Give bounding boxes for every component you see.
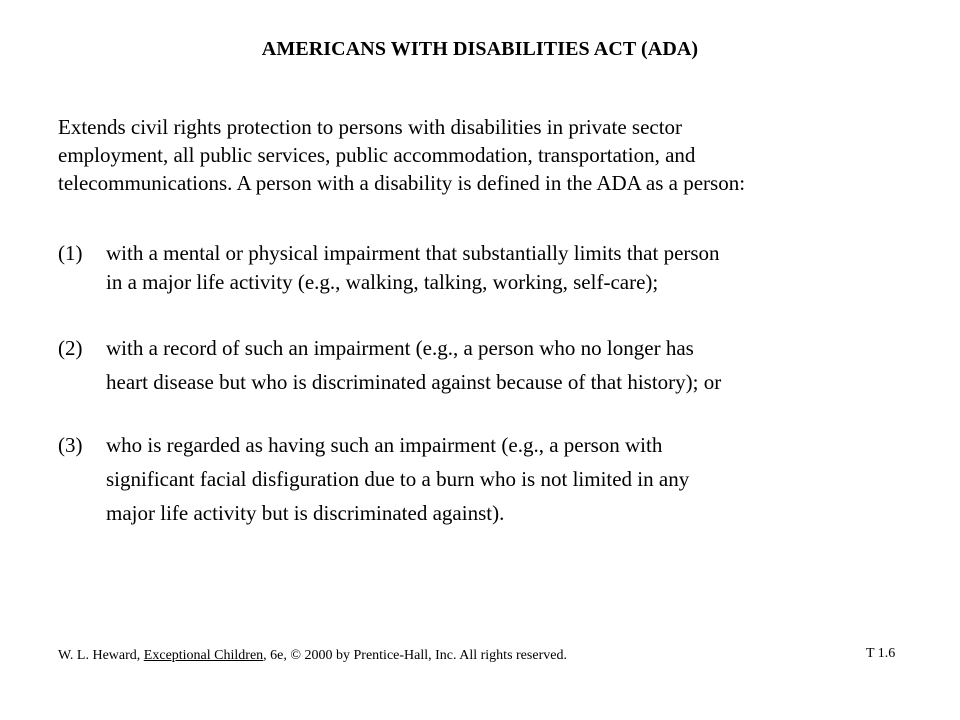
list-item-3	[58, 428, 938, 530]
citation-book-title: Exceptional Children	[143, 648, 264, 663]
list-item-2	[58, 331, 938, 399]
list-item-number: (2)	[58, 336, 83, 360]
list-item-line: with a record of such an impairment (e.g., a person who no longer has	[106, 336, 694, 360]
list-item-line: in a major life activity (e.g., walking, talking, working, self-care);	[106, 270, 659, 294]
list-item-line: with a mental or physical impairment that substantially limits that person	[106, 241, 720, 265]
list-item-number: (3)	[58, 433, 83, 457]
citation-author: W. L. Heward,	[58, 648, 144, 663]
slide-code: T 1.6	[866, 646, 896, 661]
intro-paragraph	[58, 113, 938, 197]
intro-line: Extends civil rights protection to persons with disabilities in private sector	[58, 115, 683, 139]
list-item-line: significant facial disfiguration due to a burn who is not limited in any	[106, 467, 690, 491]
intro-line: employment, all public services, public accommodation, transportation, and	[58, 143, 696, 167]
citation-footer	[58, 647, 567, 665]
list-item-line: heart disease but who is discriminated against because of that history); or	[106, 370, 722, 394]
page-title: AMERICANS WITH DISABILITIES ACT (ADA)	[261, 38, 699, 60]
list-item-line: who is regarded as having such an impairment (e.g., a person with	[106, 433, 663, 457]
list-item-number: (1)	[58, 241, 83, 265]
intro-line: telecommunications. A person with a disability is defined in the ADA as a person:	[58, 171, 746, 195]
list-item-line: major life activity but is discriminated against).	[106, 501, 505, 525]
citation-rest: , 6e, © 2000 by Prentice-Hall, Inc. All rights reserved.	[263, 648, 567, 663]
list-item-1	[58, 239, 938, 297]
